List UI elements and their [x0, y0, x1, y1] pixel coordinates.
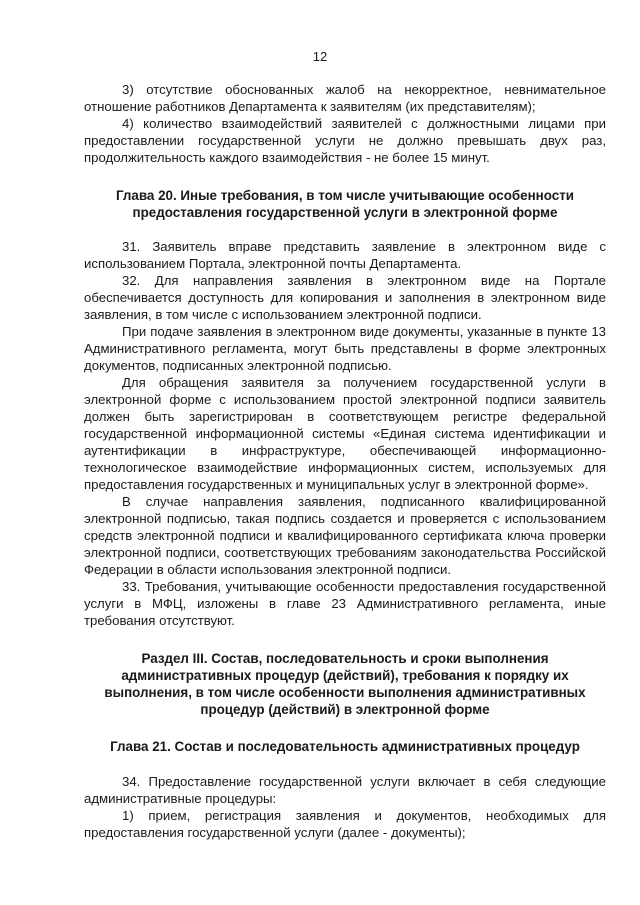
- paragraph-32-esia: Для обращения заявителя за получением государственной услуги в электронной форме с использованием простой электронной подписи заявитель должен быть зарегистрирован в соответствующем регистре федеральной государственной информационной системы «Единая система идентификации и аутентификации в инфраструктуре, обеспечивающей информационно-технологическое взаимодействие информационных систем, используемых для предоставления государственных и муниципальных услуг в электронной форме».: [84, 375, 606, 492]
- paragraph-33: 33. Требования, учитывающие особенности предоставления государственной услуги в МФЦ, изложены в главе 23 Административного регламента, иные требования отсутствуют.: [84, 579, 606, 628]
- paragraph-32-documents: При подаче заявления в электронном виде документы, указанные в пункте 13 Административного регламента, могут быть представлены в форме электронных документов, подписанных электронной подписью.: [84, 324, 606, 373]
- paragraph-34: 34. Предоставление государственной услуги включает в себя следующие административные процедуры:: [84, 774, 606, 806]
- document-body: [84, 81, 606, 841]
- chapter-21-heading: Глава 21. Состав и последовательность административных процедур: [110, 739, 580, 754]
- paragraph-32: 32. Для направления заявления в электронном виде на Портале обеспечивается доступность для копирования и заполнения в электронном виде заявления, в том числе с использованием электронной подписи.: [84, 273, 606, 322]
- paragraph-item-4: 4) количество взаимодействий заявителей с должностными лицами при предоставлении государственной услуги не должно превышать двух раз, продолжительность каждого взаимодействия - не более 15 минут.: [84, 116, 606, 165]
- paragraph-32-qualified-signature: В случае направления заявления, подписанного квалифицированной электронной подписью, такая подпись создается и проверяется с использованием средств электронной подписи и квалифицированного сертификата ключа проверки электронной подписи, соответствующих требованиям законодательства Российской Федерации в области использования электронной подписи.: [84, 494, 606, 577]
- chapter-20-heading: Глава 20. Иные требования, в том числе учитывающие особенности предоставления государственной услуги в электронной форме: [115, 188, 575, 220]
- paragraph-34-item-1: 1) прием, регистрация заявления и документов, необходимых для предоставления государственной услуги (далее - документы);: [84, 808, 606, 840]
- page-number: 12: [312, 49, 328, 64]
- paragraph-item-3: 3) отсутствие обоснованных жалоб на некорректное, невнимательное отношение работников Департамента к заявителям (их представителям);: [84, 82, 606, 114]
- section-3-heading: Раздел III. Состав, последовательность и сроки выполнения административных процедур (действий), требования к порядку их выполнения, в том числе особенности выполнения административных процедур (действий) в электронной форме: [104, 651, 586, 717]
- paragraph-31: 31. Заявитель вправе представить заявление в электронном виде с использованием Портала, электронной почты Департамента.: [84, 239, 606, 271]
